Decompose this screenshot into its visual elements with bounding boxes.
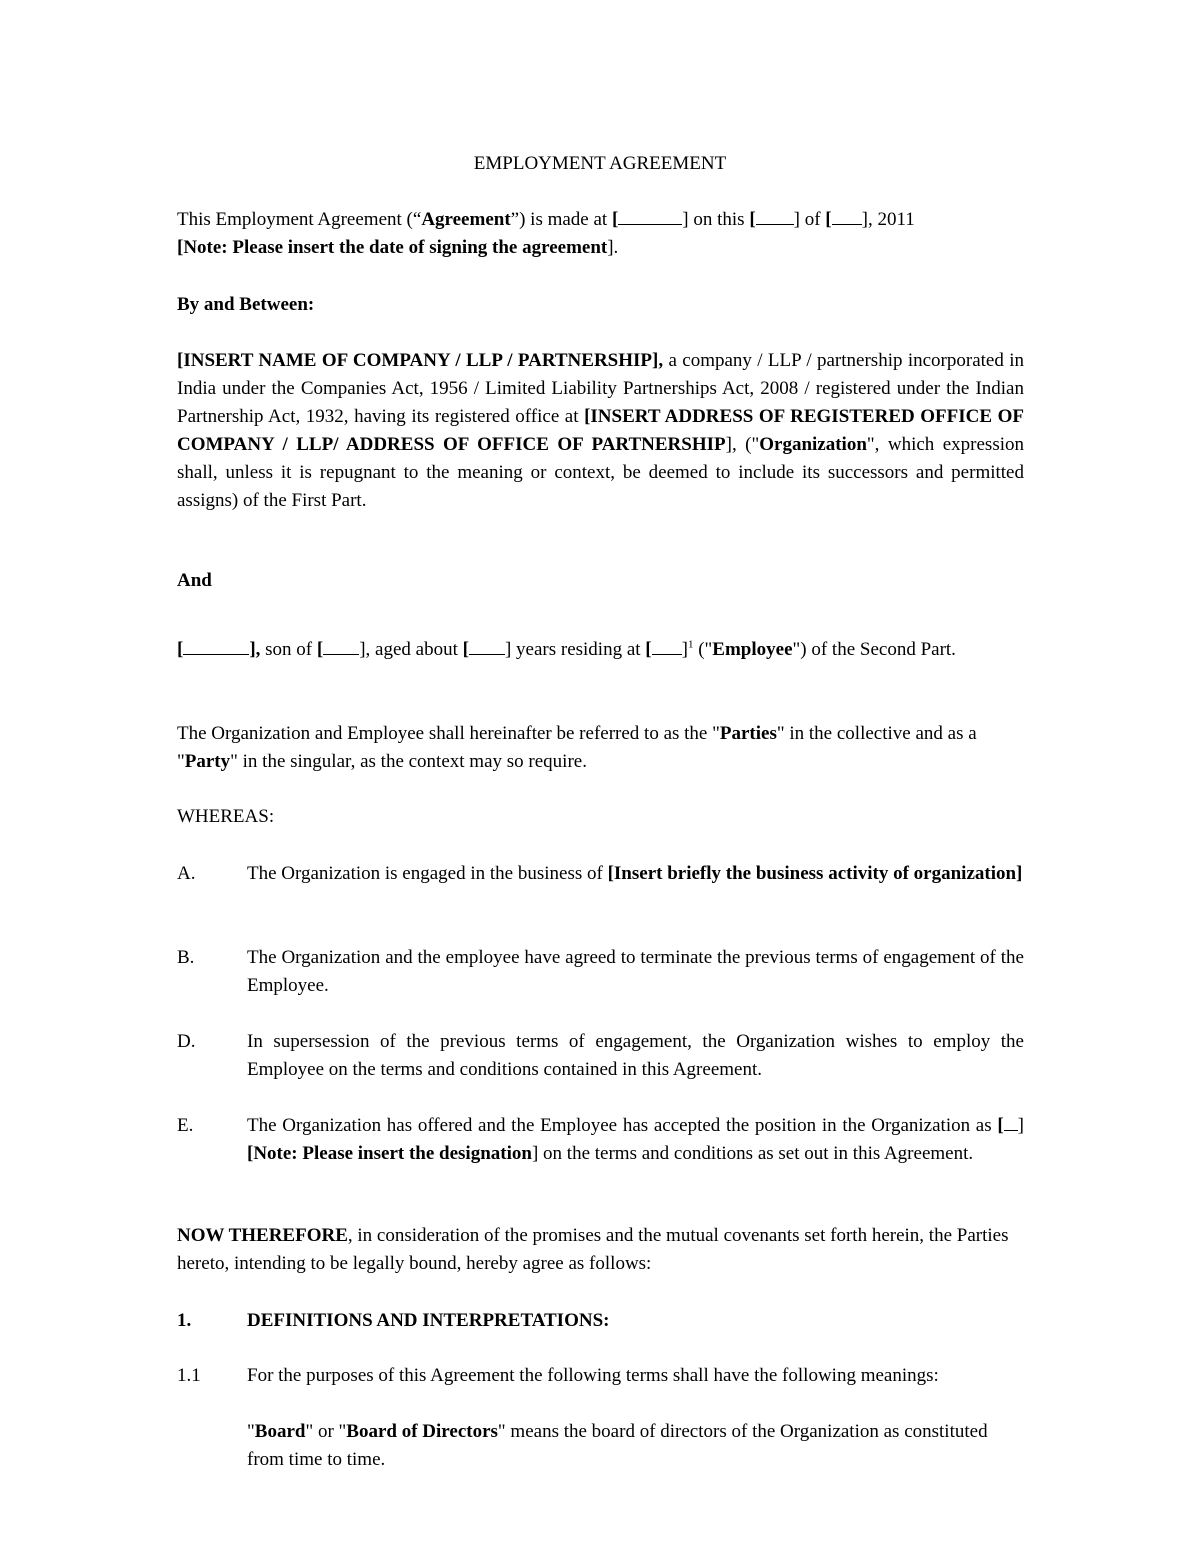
employee-text: (" — [693, 639, 713, 660]
recital-text: The Organization has offered and the Employee has accepted the position in the Organization as — [247, 1115, 998, 1136]
intro-text: ], 2011 — [861, 209, 915, 230]
address-blank — [652, 636, 682, 655]
whereas-heading: WHEREAS: — [177, 806, 275, 827]
party-label: Party — [184, 751, 231, 772]
now-therefore-paragraph — [177, 1222, 1024, 1278]
by-and-between-heading — [177, 291, 1024, 319]
bracket: [ — [611, 209, 619, 230]
intro-text: ]. — [607, 237, 619, 258]
place-blank — [618, 206, 682, 225]
organization-text: ], (" — [725, 434, 760, 455]
section-number: 1. — [177, 1310, 192, 1331]
recital-number: B. — [177, 947, 195, 968]
bracket: [ — [749, 209, 756, 230]
recital-b — [177, 944, 1024, 1000]
parties-text: " in the singular, as the context may so require. — [230, 751, 587, 772]
recital-text: ] on the terms and conditions as set out in this Agreement. — [531, 1143, 974, 1164]
clause-text: For the purposes of this Agreement the following terms shall have the following meanings: — [247, 1365, 939, 1386]
employee-paragraph — [177, 636, 1024, 664]
recital-d — [177, 1028, 1024, 1084]
parties-paragraph — [177, 720, 1024, 776]
employee-label: Employee — [712, 639, 793, 660]
by-and-between-label: By and Between: — [177, 294, 315, 315]
intro-text: ”) is made at — [510, 209, 612, 230]
bracket: [ — [177, 639, 184, 660]
employee-text: son of — [260, 639, 317, 660]
employee-text: ] — [681, 639, 688, 660]
organization-text: a company / LLP / partnership incorporated in India under the Companies Act, 1956 / Limited Liability Partnerships Act, 2008 / registered under the Indian Partnership Act, 1932, having its registered office at — [177, 350, 1024, 427]
definition-text: " or " — [305, 1421, 347, 1442]
now-therefore-text: , in consideration of the promises and the mutual covenants set forth herein, the Parties hereto, intending to be legally bound, hereby agree as follows: — [177, 1225, 1009, 1274]
recital-text: The Organization and the employee have agreed to terminate the previous terms of engagement of the Employee. — [247, 947, 1024, 996]
bracket: ], — [249, 639, 261, 660]
employee-name-blank — [183, 636, 249, 655]
recital-text: ] — [1017, 1115, 1024, 1136]
month-blank — [832, 206, 862, 225]
board-definition — [247, 1418, 1007, 1474]
clause-number: 1.1 — [177, 1365, 201, 1386]
address-placeholder: [INSERT ADDRESS OF REGISTERED OFFICE OF COMPANY / LLP/ ADDRESS OF OFFICE OF PARTNERSHIP — [177, 406, 1024, 455]
recital-number: A. — [177, 863, 196, 884]
definition-text: " — [247, 1421, 255, 1442]
bracket: [ — [997, 1115, 1004, 1136]
age-blank — [469, 636, 505, 655]
clause-1-1 — [177, 1362, 1024, 1390]
bracket: [ — [316, 639, 324, 660]
intro-paragraph — [177, 206, 1024, 262]
definition-text: " means the board of directors of the Organization as constituted from time to time. — [247, 1421, 988, 1470]
recital-number: E. — [177, 1115, 194, 1136]
company-name-placeholder: [INSERT NAME OF COMPANY / LLP / PARTNERSHIP], — [177, 350, 664, 371]
parties-label: Parties — [719, 723, 777, 744]
date-note: [Note: Please insert the date of signing the agreement — [177, 237, 608, 258]
recital-text: In supersession of the previous terms of engagement, the Organization wishes to employ the Employee on the terms and conditions contained in this Agreement. — [247, 1031, 1024, 1080]
intro-text: ] on this — [682, 209, 750, 230]
recital-text: The Organization is engaged in the business of — [247, 863, 608, 884]
business-activity-placeholder: [Insert briefly the business activity of organization] — [607, 863, 1023, 884]
day-blank — [756, 206, 794, 225]
recital-number: D. — [177, 1031, 196, 1052]
organization-text: ", which expression shall, unless it is repugnant to the meaning or context, be deemed to include its successors and permitted assigns) of the First Part. — [177, 434, 1024, 511]
and-label: And — [177, 570, 212, 591]
and-heading — [177, 567, 1024, 595]
board-term: Board — [254, 1421, 306, 1442]
bracket: [ — [462, 639, 469, 660]
footnote-marker[interactable]: 1 — [687, 638, 694, 651]
intro-text: ] of — [793, 209, 826, 230]
recital-e — [177, 1112, 1024, 1168]
agreement-label: Agreement — [421, 209, 511, 230]
bracket: [ — [825, 209, 832, 230]
father-name-blank — [323, 636, 359, 655]
intro-text: This Employment Agreement (“ — [177, 209, 422, 230]
designation-note: [Note: Please insert the designation — [247, 1143, 532, 1164]
employee-text: ], aged about — [359, 639, 463, 660]
employee-text: ] years residing at — [504, 639, 646, 660]
bracket: [ — [645, 639, 652, 660]
document-title: EMPLOYMENT AGREEMENT — [473, 153, 727, 174]
designation-blank — [1004, 1112, 1018, 1131]
board-of-directors-term: Board of Directors — [346, 1421, 498, 1442]
section-1-heading — [177, 1307, 1024, 1335]
organization-paragraph — [177, 347, 1024, 515]
now-therefore-label: NOW THEREFORE — [177, 1225, 348, 1246]
parties-text: " in the collective and as a " — [177, 723, 977, 772]
parties-text: The Organization and Employee shall hereinafter be referred to as the " — [177, 723, 720, 744]
employee-text: ") of the Second Part. — [792, 639, 956, 660]
section-title: DEFINITIONS AND INTERPRETATIONS: — [247, 1310, 610, 1331]
recital-a — [177, 860, 1024, 888]
organization-label: Organization — [759, 434, 867, 455]
